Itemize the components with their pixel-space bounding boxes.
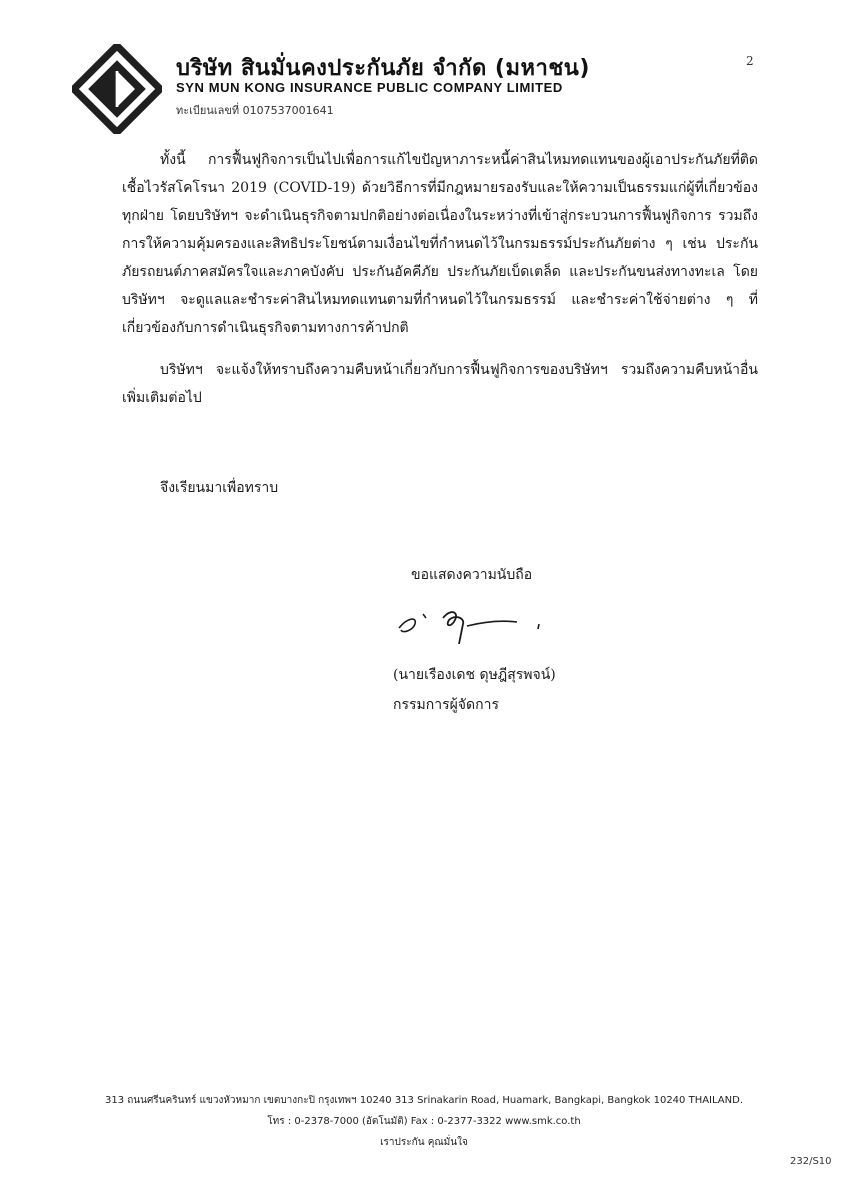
regards-text: ขอแสดงความนับถือ bbox=[411, 567, 533, 583]
body-paragraph-2: บริษัทฯ จะแจ้งให้ทราบถึงความคืบหน้าเกี่ยวกับการฟื้นฟูกิจการของบริษัทฯ รวมถึงความคืบหน้าอื่นเพิ่มเติมต่อไป bbox=[122, 362, 758, 406]
closing-line: จึงเรียนมาเพื่อทราบ bbox=[160, 480, 279, 496]
company-logo bbox=[72, 44, 162, 134]
registration-number: ทะเบียนเลขที่ 0107537001641 bbox=[176, 104, 334, 117]
signer-title: กรรมการผู้จัดการ bbox=[393, 697, 499, 713]
footer-contact: โทร : 0-2378-7000 (อัตโนมัติ) Fax : 0-2377-3322 www.smk.co.th bbox=[267, 1116, 581, 1127]
company-name-english: SYN MUN KONG INSURANCE PUBLIC COMPANY LIMITED bbox=[176, 80, 563, 95]
page-number: 2 bbox=[746, 54, 754, 68]
footer bbox=[0, 1090, 848, 1153]
document-code: 232/S10 bbox=[790, 1156, 832, 1167]
footer-slogan: เราประกัน คุณมั่นใจ bbox=[380, 1137, 468, 1148]
footer-address: 313 ถนนศรีนครินทร์ แขวงหัวหมาก เขตบางกะปิ กรุงเทพฯ 10240 313 Srinakarin Road, Huamark, Bangkapi, Bangkok 10240 THAILAND. bbox=[104, 1095, 744, 1106]
handwritten-signature bbox=[393, 600, 553, 654]
body-paragraph-1: ทั้งนี้ การฟื้นฟูกิจการเป็นไปเพื่อการแก้ไขปัญหาภาระหนี้ค่าสินไหมทดแทนของผู้เอาประกันภัยที่ติดเชื้อไวรัสโคโรนา 2019 (COVID-19) ด้วยวิธีการที่มีกฎหมายรองรับและให้ความเป็นธรรมแก่ผู้ที่เกี่ยวข้องทุกฝ่าย โดยบริษัทฯ จะดำเนินธุรกิจตามปกติอย่างต่อเนื่องในระหว่างที่เข้าสู่กระบวนการฟื้นฟูกิจการ รวมถึงการให้ความคุ้มครองและสิทธิประโยชน์ตามเงื่อนไขที่กำหนดไว้ในกรมธรรม์ประกันภัยต่าง ๆ เช่น ประกันภัยรถยนต์ภาคสมัครใจและภาคบังคับ ประกันอัคคีภัย ประกันภัยเบ็ดเตล็ด และประกันขนส่งทางทะเล โดยบริษัทฯ จะดูแลและชำระค่าสินไหมทดแทนตามที่กำหนดไว้ในกรมธรรม์ และชำระค่าใช้จ่ายต่าง ๆ ที่เกี่ยวข้องกับการดำเนินธุรกิจตามทางการค้าปกติ bbox=[122, 152, 758, 336]
signer-name: (นายเรืองเดช ดุษฎีสุรพจน์) bbox=[393, 667, 556, 683]
company-name-thai: บริษัท สินมั่นคงประกันภัย จำกัด (มหาชน) bbox=[176, 56, 590, 81]
